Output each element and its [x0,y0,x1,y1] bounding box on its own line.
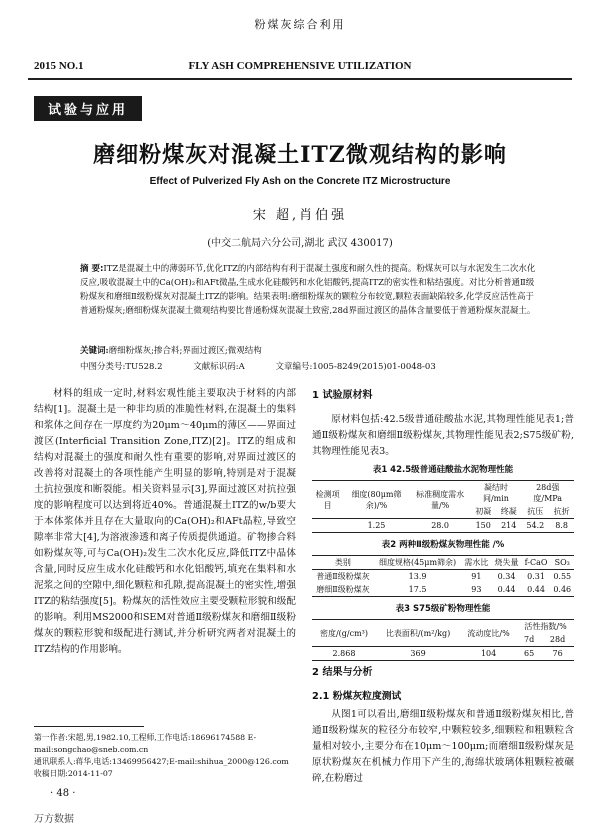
table-cell: 28d [549,635,566,644]
table-cell: 普通Ⅱ级粉煤灰 [316,572,370,581]
table-cell: 标准稠度需水量/% [416,489,465,510]
table-cell: 13.9 [408,572,427,581]
table-cell: 磨细Ⅱ级粉煤灰 [316,585,370,594]
table-row [312,570,574,584]
table-cell: 烧失量 [494,558,519,567]
table-cell: 7d [524,635,535,644]
table-cell: 150 [475,521,491,530]
title-en: Effect of Pulverized Fly Ash on the Concrete ITZ Microstructure [149,176,451,187]
table-cell: 2.868 [332,649,356,658]
section-2-heading: 2 结果与分析 [312,667,373,678]
clc-number: 中图分类号:TU528.2 [80,362,163,372]
affiliation: (中交二航局六分公司,湖北 武汉 430017) [207,238,393,249]
article-meta [80,360,540,372]
table-1-caption: 表1 42.5级普通硅酸盐水泥物理性能 [372,465,514,475]
keywords-label: 关键词: [80,346,109,356]
article-number: 文章编号:1005-8249(2015)01-0048-03 [275,362,436,372]
table-cell: 0.44 [527,585,545,594]
doc-code: 文献标识码:A [193,362,245,372]
table-cell: SO₃ [554,558,570,567]
right-column [312,386,574,787]
section-1-text: 原材料包括:42.5级普通硅酸盐水泥,其物理性能见表1;普通Ⅱ级粉煤灰和磨细Ⅱ级粉煤灰,其物理性能见表2;S75级矿粉,其物理性能见表3。 [312,414,574,457]
section-1-heading: 1 试验原材料 [312,390,373,401]
table-cell: 0.46 [553,585,572,594]
watermark: 万方数据 [34,814,74,825]
table-cell: 28.0 [431,521,450,530]
table-cell: 活性指数/% [524,622,567,631]
section-2-1-text: 从图1可以看出,磨细Ⅱ级粉煤灰和普通Ⅱ级粉煤灰相比,普通Ⅱ级粉煤灰的粒径分布较窄,中颗粒较多,细颗粒和粗颗粒含量相对较小,主要分布在10μm～100μm;而磨细Ⅱ级粉煤灰是原状粉煤灰在机械力作用下产生的,海绵状玻璃体粗颗粒被碾碎,在粉磨过 [312,709,574,784]
journal-name-cn: 粉煤灰综合利用 [254,18,346,31]
table-cell: 1.25 [367,521,386,530]
keywords [80,344,540,356]
authors: 宋 超,肖伯强 [252,208,348,223]
table-cell: 0.34 [497,572,516,581]
footnote-received: 收稿日期:2014-11-07 [34,769,113,778]
keywords-text: 磨细粉煤灰;掺合料;界面过渡区;微观结构 [108,346,262,356]
table-cell: 28d强度/MPa [533,483,563,503]
table-3 [312,619,574,661]
table-cell: 17.5 [408,585,427,594]
table-cell: 0.44 [497,585,516,594]
table-cell: 细度规格(45μm筛余) [378,558,457,567]
table-cell: 0.31 [527,572,545,581]
table-cell: 比表面积/(m²/kg) [385,628,451,638]
footnote-first-author: 第一作者:宋超,男,1982.10,工程师,工作电话:18696174588 E-mail:songchao@sneb.com.cn [34,733,257,754]
journal-issue: 2015 NO.1 [34,60,84,72]
table-cell: f-CaO [524,558,548,567]
footnote [34,732,296,780]
table-cell: 抗折 [553,507,570,516]
abstract-text: ITZ是混凝土中的薄弱环节,优化ITZ的内部结构有利于混凝土强度和耐久性的提高。粉煤灰可以与水泥发生二次水化反应,吸收混凝土中的Ca(OH)₂和AFt微晶,生成水化硅酸钙和水化铝酸钙,提高ITZ的密实性和粘结强度。对比分析普通Ⅱ级粉煤灰和磨细Ⅱ级粉煤灰对混凝土ITZ的影响。结果表明:磨细粉煤灰的颗粒分布较宽,颗粒表面缺陷较多,化学反应活性高于普通粉煤灰;磨细粉煤灰混凝土微观结构要比普通粉煤灰混凝土致密,28d界面过渡区的晶体含量要低于普通粉煤灰混凝土。 [80,264,536,316]
section-2-1-heading: 2.1 粉煤灰粒度测试 [312,691,402,702]
table-cell: 初凝 [475,507,492,516]
table-1 [312,480,574,533]
abstract-label: 摘 要: [80,264,104,274]
footnote-corresponding: 通讯联系人:蒋华,电话:13469956427;E-mail:shihua_2000@126.com [34,757,289,766]
table-cell: 密度/(g/cm³) [319,628,368,638]
table-cell: 细度(80μm筛余)/% [351,489,402,510]
table-cell: 检测项目 [315,489,340,510]
table-cell: 类别 [334,558,351,567]
table-2-caption: 表2 两种Ⅱ级粉煤灰物理性能 /% [381,540,505,550]
header-rule [28,78,572,80]
journal-name-en: FLY ASH COMPREHENSIVE UTILIZATION [188,60,412,72]
table-cell: 8.8 [555,521,568,530]
table-cell: 54.2 [526,521,545,530]
left-column [34,386,296,658]
table-cell: 93 [471,585,482,594]
page-title: 磨细粉煤灰对混凝土ITZ微观结构的影响 [93,142,507,168]
table-cell: 0.55 [553,572,572,581]
table-cell: 凝结时间/min [482,483,509,503]
table-cell: 76 [552,649,563,658]
footnote-rule [34,726,144,727]
table-row [312,583,574,597]
table-3-caption: 表3 S75级矿粉物理性能 [395,604,491,614]
table-cell: 抗压 [527,507,544,516]
table-cell: 需水比 [464,558,489,567]
table-cell: 369 [410,649,426,658]
table-cell: 104 [480,649,497,658]
table-cell: 91 [471,572,482,581]
table-cell: 65 [524,649,535,658]
table-2 [312,555,574,597]
section-label: 试验与应用 [34,96,142,121]
page-number: · 48 · [50,788,76,799]
table-cell: 终凝 [500,507,517,516]
abstract [80,262,540,318]
table-cell [312,519,343,533]
table-cell: 流动度比/% [467,628,510,638]
table-cell: 214 [501,521,517,530]
intro-paragraph: 材料的组成一定时,材料宏观性能主要取决于材料的内部结构[1]。混凝土是一种非均质的准脆性材料,在混凝土的集料和浆体之间存在一厚度约为20μm～40μm的薄区——界面过渡区(Interficial Transition Zone,ITZ)[2]。ITZ的组成和结构对混凝土的强度和耐久性有重要的影响,对界面过渡区的改善将对混凝土的各项性能产生明显的影响,特别是对于混凝土抗拉强度和断裂能。相关资料显示[3],界面过渡区对抗拉强度的影响程度可以达到将近40%。普通混凝土ITZ的w/b要大于本体浆体并且存在大量取向的Ca(OH)₂和AFt晶粒,导致空隙率非常大[4],为溶液渗透和离子传质提供通道。矿物掺合料如粉煤灰等,可与Ca(OH)₂发生二次水化反应,降低ITZ中晶体含量,同时反应生成水化硅酸钙和水化铝酸钙,填充在集料和水泥浆之间的空隙中,细化颗粒和孔隙,提高混凝土的密实性,增强ITZ的粘结强度[5]。粉煤灰的活性效应主要受颗粒形貌和级配的影响。利用MS2000和SEM对普通Ⅱ级粉煤灰和磨细Ⅱ级粉煤灰的颗粒形貌和级配进行测试,并分析研究两者对混凝土的ITZ结构的作用影响。 [34,388,296,655]
